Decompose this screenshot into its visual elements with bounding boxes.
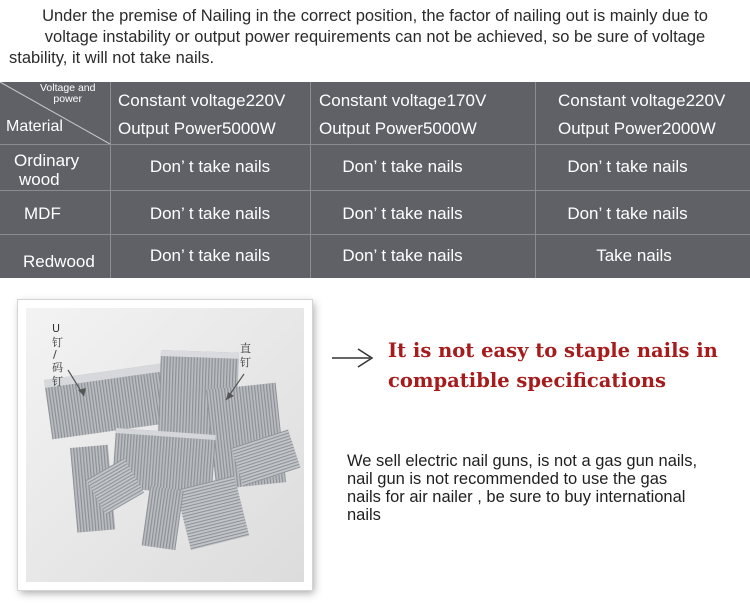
label-u-staple: 码 [52,361,63,374]
label-straight-nail: 直 [240,342,251,355]
label-u-staple: U [52,322,61,335]
row-label-line: Ordinary [14,151,80,170]
corner-header-line: power [53,93,83,105]
table-cell: Don’ t take nails [567,204,688,223]
table-cell: Don’ t take nails [149,204,271,223]
note-line-2: nail gun is not recommended to use the gas [347,470,668,488]
voltage-material-table [0,82,750,278]
row-label-redwood [23,252,95,271]
table-cell: Don’ t take nails [149,246,271,265]
gas-nail-note [347,452,747,524]
note-line-3: nails for air nailer , be sure to buy international [347,488,686,506]
row-label-mdf [24,204,61,223]
intro-line-1: Under the premise of Nailing in the correct position, the factor of nailing out is mainly due to [42,7,708,25]
column-header-3 [558,87,725,143]
row-label-line: MDF [24,204,61,223]
column-voltage: Constant voltage220V [118,91,286,110]
column-header-1 [118,87,285,143]
column-power: Output Power5000W [319,119,477,138]
intro-paragraph [0,6,750,69]
table-cell: Don’ t take nails [342,204,463,223]
intro-line-2: voltage instability or output power requirements can not be achieved, so be sure of voltage [44,28,706,46]
table-cell: Don’ t take nails [342,157,463,176]
staple-nails-illustration [26,308,304,582]
label-straight-nail: 钉 [240,356,251,369]
intro-line-3: stability, it will not take nails. [9,49,215,67]
row-label-ordinary-wood [14,151,79,189]
headline-line-1: It is not easy to staple nails in [388,339,718,362]
table-cell: Don’ t take nails [567,157,688,176]
row-label-line: Redwood [23,252,95,271]
table-divider [0,190,750,191]
note-line-1: We sell electric nail guns, is not a gas gun nails, [347,452,698,470]
column-voltage: Constant voltage170V [319,91,487,110]
table-divider [0,234,750,235]
corner-header-line: Voltage and [40,82,96,94]
column-power: Output Power5000W [118,119,276,138]
label-u-staple: / [53,348,57,361]
nails-photo [18,300,312,590]
column-voltage: Constant voltage220V [558,91,726,110]
label-u-staple: 钉 [52,336,63,349]
corner-header-voltage [40,83,95,105]
label-u-staple: 钉 [52,375,63,388]
table-divider [0,144,750,145]
compatibility-headline [388,336,738,396]
row-label-line: wood [19,170,60,189]
arrow-right-icon [330,346,376,370]
table-cell: Don’ t take nails [149,157,271,176]
headline-line-2: compatible specifications [388,369,666,392]
note-line-4: nails [347,506,381,524]
corner-header-material: Material [6,118,63,135]
table-cell: Take nails [596,246,672,265]
table-cell: Don’ t take nails [342,246,463,265]
column-header-2 [319,87,486,143]
table-corner-cell [0,82,110,144]
column-power: Output Power2000W [558,119,716,138]
